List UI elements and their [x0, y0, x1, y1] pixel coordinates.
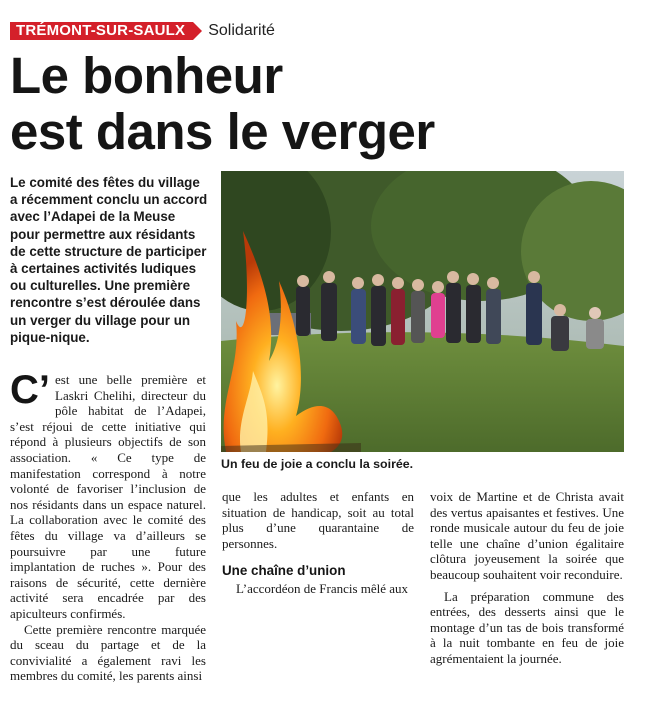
photo-caption: Un feu de joie a conclu la soirée.: [221, 457, 414, 471]
body-text-continued: voix de Martine et de Christa avait des vertus apaisantes et festives. Une ronde musicale autour du feu de joie telle une chaîne d’union égalitaire clôtura joyeusement la soirée que beaucoup souhaitent voir reconduire.: [430, 489, 624, 582]
kicker: [10, 22, 275, 40]
article-column-1: [10, 368, 206, 684]
lead-paragraph: Le comité des fêtes du village a récemment conclu un accord avec l’Adapei de la Meuse pour permettre aux résidants de cette structure de participer à certaines activités ludiques ou culturelles. Une première rencontre s’est déroulée dans un verger du village pour un pique-nique.: [10, 175, 208, 345]
headline-line-2: est dans le verger: [10, 103, 435, 160]
body-paragraph-2: Cette première rencontre marquée du sceau du partage et de la convivialité a également ravi les membres du comité, les parents ainsi: [10, 621, 206, 684]
body-paragraph-1-text: est une belle première et Laskri Chelihi, directeur du pôle habitat de l’Adapei, s’est réjoui de cette initiative qui répond à plusieurs objectifs de son association. « Ce type de manifestation correspond à notre volonté de favoriser l’inclusion de nos résidants dans un espace naturel. La collaboration avec le comité des fêtes du village va d’ailleurs se poursuivre par une future implantation de ruches ». Pour des raisons de sécurité, cette dernière activité sera encadrée par des apiculteurs confirmés.: [10, 372, 206, 621]
article-subhead: Une chaîne d’union: [222, 563, 346, 579]
headline-line-1: Le bonheur: [10, 47, 283, 104]
photo-illustration: [221, 171, 624, 452]
body-paragraph-4: La préparation commune des entrées, des desserts ainsi que le montage d’un tas de bois transformé à la nuit tombante en feu de joie agrémentaient la journée.: [430, 588, 624, 666]
drop-cap: C’: [10, 368, 50, 412]
location-tag: TRÉMONT-SUR-SAULX: [10, 22, 193, 40]
body-paragraph-1: [10, 368, 206, 622]
article-column-3: [430, 489, 624, 667]
body-paragraph-3: L’accordéon de Francis mêlé aux: [236, 580, 409, 596]
rubric-label: Solidarité: [208, 22, 275, 39]
body-text-continued: que les adultes et enfants en situation de handicap, soit au total plus d’une quarantaine de personnes.: [222, 489, 414, 551]
article-column-2: [222, 489, 414, 597]
article-photo: [221, 171, 624, 452]
headline: [10, 48, 640, 160]
